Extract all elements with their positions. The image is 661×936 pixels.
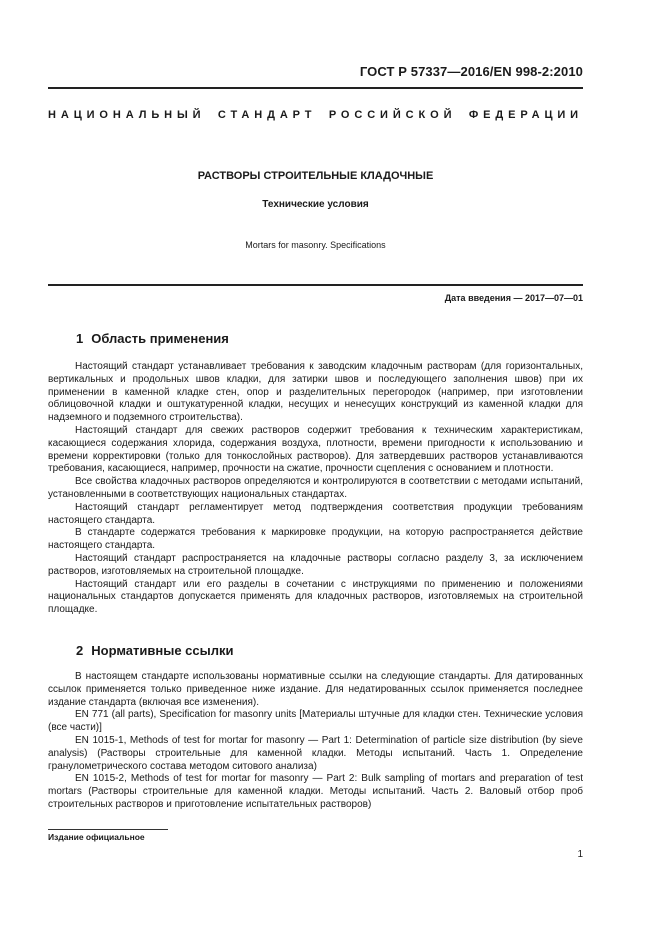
paragraph: В стандарте содержатся требования к маркировке продукции, на которую распространяется действие настоящего стандарта. [48,527,583,552]
document-subtitle: Технические условия [262,199,369,210]
paragraph: Настоящий стандарт регламентирует метод подтверждения соответствия продукции требованиям настоящего стандарта. [48,501,583,526]
english-title: Mortars for masonry. Specifications [245,240,386,250]
official-edition-label: Издание официальное [48,832,145,842]
paragraph: В настоящем стандарте использованы нормативные ссылки на следующие стандарты. Для датированных ссылок применяется только приведенное ниже издание. Для недатированных ссылок применяется последнее издание стандарта (включая все изменения). [48,671,583,708]
section-body-references [48,671,583,812]
document-code: ГОСТ Р 57337—2016/EN 998-2:2010 [359,64,583,79]
section-number: 2 [76,643,84,658]
paragraph: Настоящий стандарт или его разделы в сочетании с инструкциями по применению и положениями национальных стандартов допускается применять для кладочных растворов, изготовляемых на строительной площадке. [48,578,583,616]
section-number: 1 [76,331,84,346]
footer-rule [48,829,168,830]
paragraph: Настоящий стандарт для свежих растворов содержит требования к техническим характеристикам, касающиеся содержания хлорида, содержания воздуха, плотности, времени пригодности к использованию и времени корректировки (только для тонкослойных растворов). Для затвердевших растворов устанавливаются требования, касающиеся, например, прочности на сжатие, прочности сцепления с основанием и плотности. [48,424,583,475]
paragraph: Все свойства кладочных растворов определяются и контролируются в соответствии с методами испытаний, установленными в соответствующих национальных стандартах. [48,476,583,500]
reference-item: EN 1015-2, Methods of test for mortar for masonry — Part 2: Bulk sampling of mortars and preparation of test mortars (Растворы строительные для каменной кладки. Методы испытаний. Часть 2. Валовый отбор проб строительных растворов и приготовление испытательных растворов) [48,773,583,810]
section-heading-scope [76,331,229,346]
header-rule [48,87,583,89]
paragraph: Настоящий стандарт устанавливает требования к заводским кладочным растворам (для горизонтальных, вертикальных и продольных швов кладки, для затирки швов и последующего заполнения швов) при их применении в каменной кладке стен, опор и разделительных перегородок (например, при изготовлении облицовочной кладки и оштукатуренной кладки, несущих и ненесущих конструкций из каменной кладки для надземного и подземного строительства). [48,361,583,424]
section-title: Область применения [91,331,229,346]
page-number: 1 [577,849,583,860]
introduction-date: Дата введения — 2017—07—01 [444,293,583,303]
section-title: Нормативные ссылки [91,643,234,658]
reference-item: EN 771 (all parts), Specification for masonry units [Материалы штучные для кладки стен. Технические условия (все части)] [48,709,583,734]
document-title: РАСТВОРЫ СТРОИТЕЛЬНЫЕ КЛАДОЧНЫЕ [197,170,434,182]
reference-item: EN 1015-1, Methods of test for mortar for masonry — Part 1: Determination of particle size distribution (by sieve analysis) (Растворы строительные для каменной кладки. Методы испытаний. Часть 1. Определение гранулометрического состава методом ситового анализа) [48,734,583,772]
national-standard-banner: НАЦИОНАЛЬНЫЙ СТАНДАРТ РОССИЙСКОЙ ФЕДЕРАЦИИ [48,109,583,121]
paragraph: Настоящий стандарт распространяется на кладочные растворы согласно разделу 3, за исключением растворов, изготовляемых на строительной площадке. [48,552,583,577]
section-body-scope [48,361,583,617]
section-heading-references [76,643,233,658]
title-block-rule [48,284,583,286]
